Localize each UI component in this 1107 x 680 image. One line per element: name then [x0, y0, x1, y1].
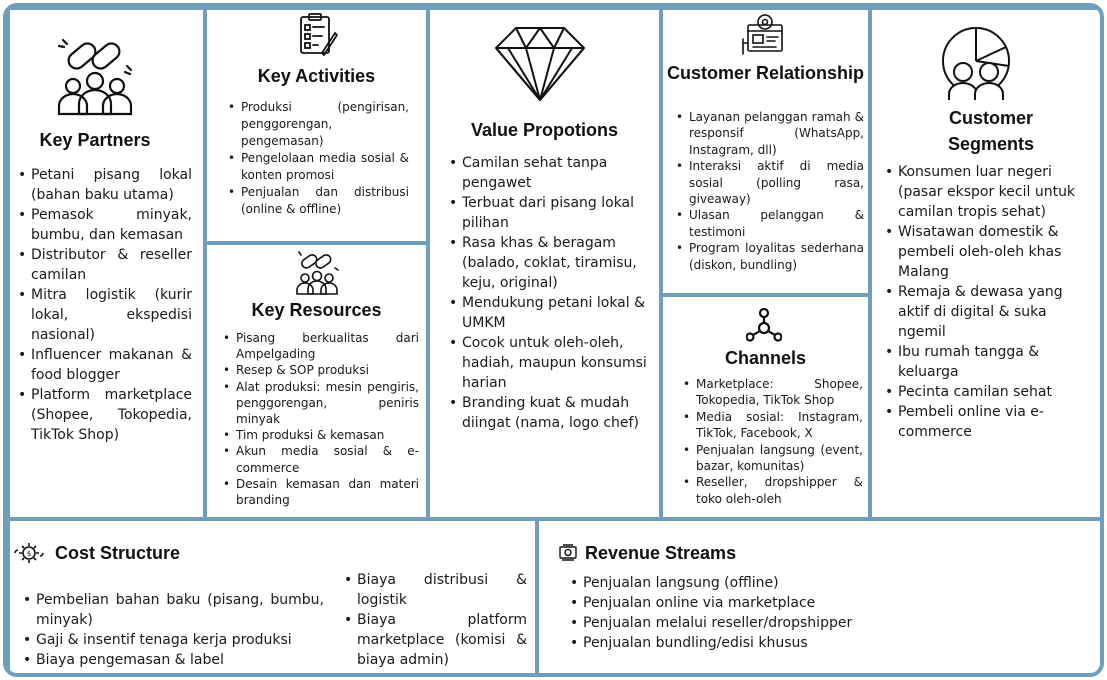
key-partners-block	[10, 10, 203, 517]
key-resources-block	[207, 245, 426, 517]
list-item: • Platform marketplace (Shopee, Tokopedia, TikTok Shop)	[17, 385, 192, 445]
list-item: • Camilan sehat tanpa pengawet	[448, 153, 654, 193]
customer-relationship-block	[663, 10, 868, 293]
customer-relationship-icon	[742, 13, 786, 55]
list-item: • Program loyalitas sederhana (diskon, bundling)	[675, 240, 864, 273]
list-item: • Konsumen luar negeri (pasar ekspor kecil untuk camilan tropis sehat)	[884, 162, 1096, 222]
customer-relationship-title: Customer Relationship	[666, 63, 865, 83]
list-item: • Ibu rumah tangga & keluarga	[884, 342, 1096, 382]
list-item: • Reseller, dropshipper & toko oleh-oleh	[682, 474, 863, 507]
list-item: • Wisatawan domestik & pembeli oleh-oleh khas Malang	[884, 222, 1096, 282]
cost-gear-icon	[14, 541, 44, 565]
list-item: • Pembeli online via e-commerce	[884, 402, 1096, 442]
list-item: • Influencer makanan & food blogger	[17, 345, 192, 385]
list-item: • Pengelolaan media sosial & konten promosi	[227, 150, 409, 184]
key-partners-list	[17, 165, 192, 445]
channels-title: Channels	[724, 348, 807, 368]
list-item: • Resep & SOP produksi	[222, 362, 419, 378]
resources-chain-icon	[293, 250, 341, 296]
key-partners-title: Key Partners	[39, 130, 151, 150]
list-item: • Biaya platform marketplace (komisi & biaya admin)	[343, 610, 527, 670]
revenue-money-icon	[558, 542, 578, 562]
list-item: • Ulasan pelanggan & testimoni	[675, 207, 864, 240]
customer-segments-title: Customer Segments	[947, 108, 1035, 154]
list-item: • Terbuat dari pisang lokal pilihan	[448, 193, 654, 233]
list-item: • Petani pisang lokal (bahan baku utama)	[17, 165, 192, 205]
list-item: • Produksi (pengirisan, penggorengan, pengemasan)	[227, 99, 409, 150]
list-item: • Marketplace: Shopee, Tokopedia, TikTok Shop	[682, 376, 863, 409]
list-item: • Pecinta camilan sehat	[884, 382, 1096, 402]
revenue-streams-list	[569, 573, 1089, 653]
segments-pie-people-icon	[937, 24, 1015, 102]
list-item: • Akun media sosial & e-commerce	[222, 443, 419, 475]
customer-segments-block	[872, 10, 1101, 517]
network-nodes-icon	[746, 308, 782, 342]
list-item: • Layanan pelanggan ramah & responsif (WhatsApp, Instagram, dll)	[675, 109, 864, 158]
cost-structure-list-right	[343, 570, 527, 670]
list-item: • Penjualan bundling/edisi khusus	[569, 633, 1089, 653]
canvas-title	[0, 0, 1, 1]
list-item: • Penjualan langsung (offline)	[569, 573, 1089, 593]
list-item: • Pembelian bahan baku (pisang, bumbu, minyak)	[22, 590, 324, 630]
partnership-chain-icon	[53, 36, 137, 118]
list-item: • Cocok untuk oleh-oleh, hadiah, maupun konsumsi harian	[448, 333, 654, 393]
revenue-streams-title: Revenue Streams	[585, 543, 737, 563]
list-item: • Penjualan langsung (event, bazar, komunitas)	[682, 442, 863, 475]
list-item: • Penjualan melalui reseller/dropshipper	[569, 613, 1089, 633]
value-propositions-title: Value Propotions	[470, 120, 619, 140]
list-item: • Remaja & dewasa yang aktif di digital & suka ngemil	[884, 282, 1096, 342]
list-item: • Mitra logistik (kurir lokal, ekspedisi nasional)	[17, 285, 192, 345]
list-item: • Mendukung petani lokal & UMKM	[448, 293, 654, 333]
list-item: • Gaji & insentif tenaga kerja produksi	[22, 630, 324, 650]
cost-structure-title: Cost Structure	[55, 543, 181, 563]
value-propositions-list	[448, 153, 654, 433]
list-item: • Pemasok minyak, bumbu, dan kemasan	[17, 205, 192, 245]
list-item: • Desain kemasan dan materi branding	[222, 476, 419, 508]
business-model-canvas	[3, 3, 1104, 677]
list-item: • Distributor & reseller camilan	[17, 245, 192, 285]
channels-list	[682, 376, 863, 507]
customer-segments-list	[884, 162, 1096, 442]
list-item: • Biaya pengemasan & label	[22, 650, 324, 670]
diamond-icon	[494, 24, 586, 102]
customer-relationship-list	[675, 109, 864, 273]
list-item: • Rasa khas & beragam (balado, coklat, tiramisu, keju, original)	[448, 233, 654, 293]
cost-structure-block	[10, 521, 535, 673]
list-item: • Interaksi aktif di media sosial (polling rasa, giveaway)	[675, 158, 864, 207]
channels-block	[663, 297, 868, 517]
list-item: • Pisang berkualitas dari Ampelgading	[222, 330, 419, 362]
list-item: • Alat produksi: mesin pengiris, penggorengan, peniris minyak	[222, 379, 419, 428]
key-resources-list	[222, 330, 419, 508]
list-item: • Branding kuat & mudah diingat (nama, logo chef)	[448, 393, 654, 433]
key-resources-title: Key Resources	[251, 300, 382, 320]
list-item: • Tim produksi & kemasan	[222, 427, 419, 443]
key-activities-title: Key Activities	[257, 66, 376, 86]
checklist-icon	[296, 13, 338, 57]
list-item: • Biaya distribusi & logistik	[343, 570, 527, 610]
revenue-streams-block	[539, 521, 1101, 673]
list-item: • Media sosial: Instagram, TikTok, Facebook, X	[682, 409, 863, 442]
list-item: • Penjualan online via marketplace	[569, 593, 1089, 613]
list-item: • Penjualan dan distribusi (online & offline)	[227, 184, 409, 218]
key-activities-list	[227, 99, 409, 218]
value-propositions-block	[430, 10, 659, 517]
svg-text:$: $	[26, 550, 32, 558]
key-activities-block	[207, 10, 426, 241]
cost-structure-list-left	[22, 590, 324, 670]
